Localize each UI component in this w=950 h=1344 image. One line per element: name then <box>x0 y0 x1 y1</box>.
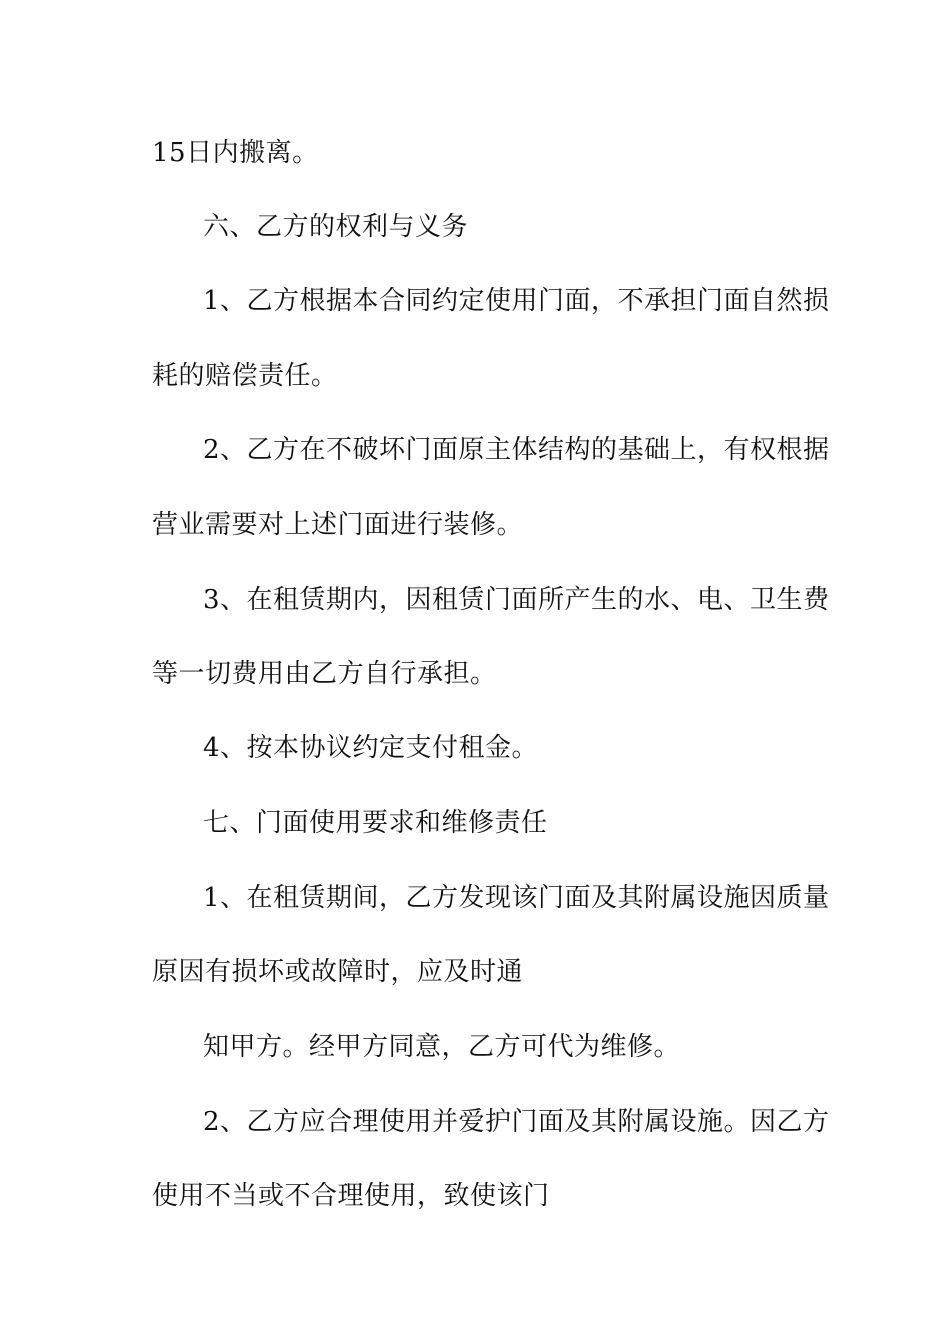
text-line: 2、乙方在不破坏门面原主体结构的基础上，有权根据 <box>203 435 830 465</box>
text-line: 1、在租赁期间，乙方发现该门面及其附属设施因质量 <box>203 883 830 913</box>
text-line: 原因有损坏或故障时，应及时通 <box>152 957 524 987</box>
text-line: 耗的赔偿责任。 <box>152 361 338 391</box>
section-heading: 七、门面使用要求和维修责任 <box>203 808 548 838</box>
section-heading: 六、乙方的权利与义务 <box>203 212 469 242</box>
text-line: 知甲方。经甲方同意，乙方可代为维修。 <box>203 1032 681 1062</box>
text-line: 1、乙方根据本合同约定使用门面，不承担门面自然损 <box>203 286 830 316</box>
text-line: 营业需要对上述门面进行装修。 <box>152 510 524 540</box>
text-line: 4、按本协议约定支付租金。 <box>203 733 539 763</box>
text-line: 3、在租赁期内，因租赁门面所产生的水、电、卫生费 <box>203 585 830 615</box>
text-line: 等一切费用由乙方自行承担。 <box>152 659 497 689</box>
text-line: 2、乙方应合理使用并爱护门面及其附属设施。因乙方 <box>203 1107 830 1137</box>
text-line: 使用不当或不合理使用，致使该门 <box>152 1181 550 1211</box>
text-line: 15日内搬离。 <box>152 138 319 168</box>
